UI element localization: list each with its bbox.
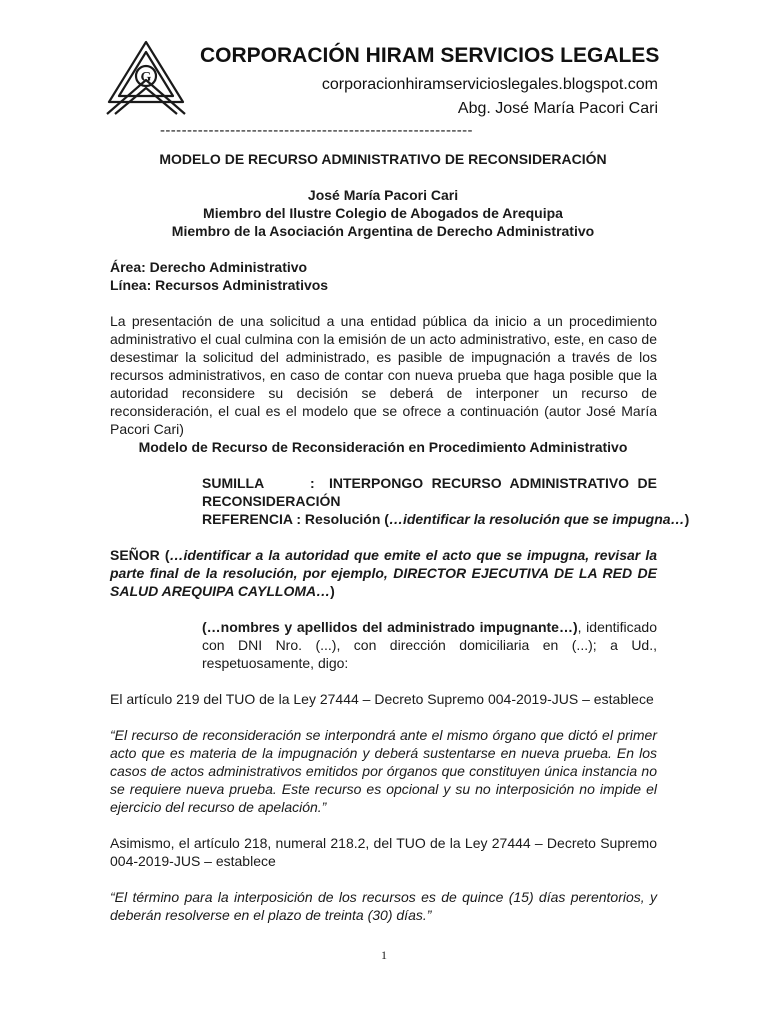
intro-paragraph: La presentación de una solicitud a una entidad pública da inicio a un procedimiento administrativo el cual culmina con la emisión de un acto administrativo, este, en caso de desestimar la solicitud del administrado, es pasible de impugnación a través de los recursos administrativos, en caso de contar con nueva prueba que haga posible que la autoridad reconsidere su decisión se deberá de interponer un recurso de reconsideración, el cual es el modelo que se ofrece a continuación (autor José María Pacori Cari) xyxy=(110,313,657,437)
administrado-details: , identificado con DNI Nro. (...), con dirección domiciliaria en (...); a Ud., respetuosamente, digo: xyxy=(202,619,658,671)
masonic-square-compass-icon xyxy=(103,38,189,120)
model-title: Modelo de Recurso de Reconsideración en Procedimiento Administrativo xyxy=(138,439,628,455)
senor-close: ) xyxy=(330,583,335,599)
affiliation-2: Miembro de la Asociación Argentina de Derecho Administrativo xyxy=(171,223,595,239)
page-number: 1 xyxy=(381,948,387,962)
affiliation-1: Miembro del Ilustre Colegio de Abogados de Arequipa xyxy=(203,205,563,221)
senor-placeholder: …identificar a la autoridad que emite el acto que se impugna, revisar la parte final de la resolución, por ejemplo, DIRECTOR EJECUTIVA DE LA RED DE SALUD AREQUIPA CAYLLOMA… xyxy=(110,547,657,599)
referencia-placeholder: …identificar la resolución que se impugna… xyxy=(388,511,685,527)
logo-letter: G xyxy=(140,70,152,85)
main-title: MODELO DE RECURSO ADMINISTRATIVO DE RECONSIDERACIÓN xyxy=(159,151,607,167)
sumilla-text: INTERPONGO RECURSO ADMINISTRATIVO DE xyxy=(329,475,657,491)
sumilla-colon: : xyxy=(310,475,315,491)
header-url: corporacionhiramservicioslegales.blogspot.com xyxy=(321,76,658,93)
art219-intro: El artículo 219 del TUO de la Ley 27444 – Decreto Supremo 004-2019-JUS – establece xyxy=(110,691,654,707)
header-separator: ---------------------------------------------------------- xyxy=(160,122,473,139)
administrado-paragraph xyxy=(202,618,657,672)
administrado-name-placeholder: (…nombres y apellidos del administrado impugnante…) xyxy=(202,619,578,635)
sumilla-label: SUMILLA xyxy=(202,475,265,491)
header-author: Abg. José María Pacori Cari xyxy=(457,100,658,117)
author-name: José María Pacori Cari xyxy=(307,187,459,203)
art218-quote: “El término para la interposición de los recursos es de quince (15) días perentorios, y deberán resolverse en el plazo de treinta (30) días.” xyxy=(110,889,657,923)
line-label: Línea: Recursos Administrativos xyxy=(110,277,329,293)
header-title: CORPORACIÓN HIRAM SERVICIOS LEGALES xyxy=(200,44,660,67)
referencia-label: REFERENCIA : Resolución ( xyxy=(202,511,389,527)
senor-label: SEÑOR ( xyxy=(110,547,170,563)
referencia-close: ) xyxy=(684,511,690,527)
area-label: Área: Derecho Administrativo xyxy=(110,259,308,275)
sumilla-line xyxy=(202,474,657,492)
senor-paragraph xyxy=(110,546,657,600)
art219-quote: “El recurso de reconsideración se interpondrá ante el mismo órgano que dictó el primer acto que es materia de la impugnación y deberá sustentarse en nueva prueba. En los casos de actos administrativos emitidos por órganos que constituyen única instancia no se requiere nueva prueba. Este recurso es opcional y su no interposición no impide el ejercicio del recurso de apelación.” xyxy=(110,727,657,815)
sumilla-text-cont: RECONSIDERACIÓN xyxy=(202,493,341,509)
referencia-line xyxy=(202,510,689,528)
art218-intro: Asimismo, el artículo 218, numeral 218.2, del TUO de la Ley 27444 – Decreto Supremo 004-2019-JUS – establece xyxy=(110,835,657,869)
